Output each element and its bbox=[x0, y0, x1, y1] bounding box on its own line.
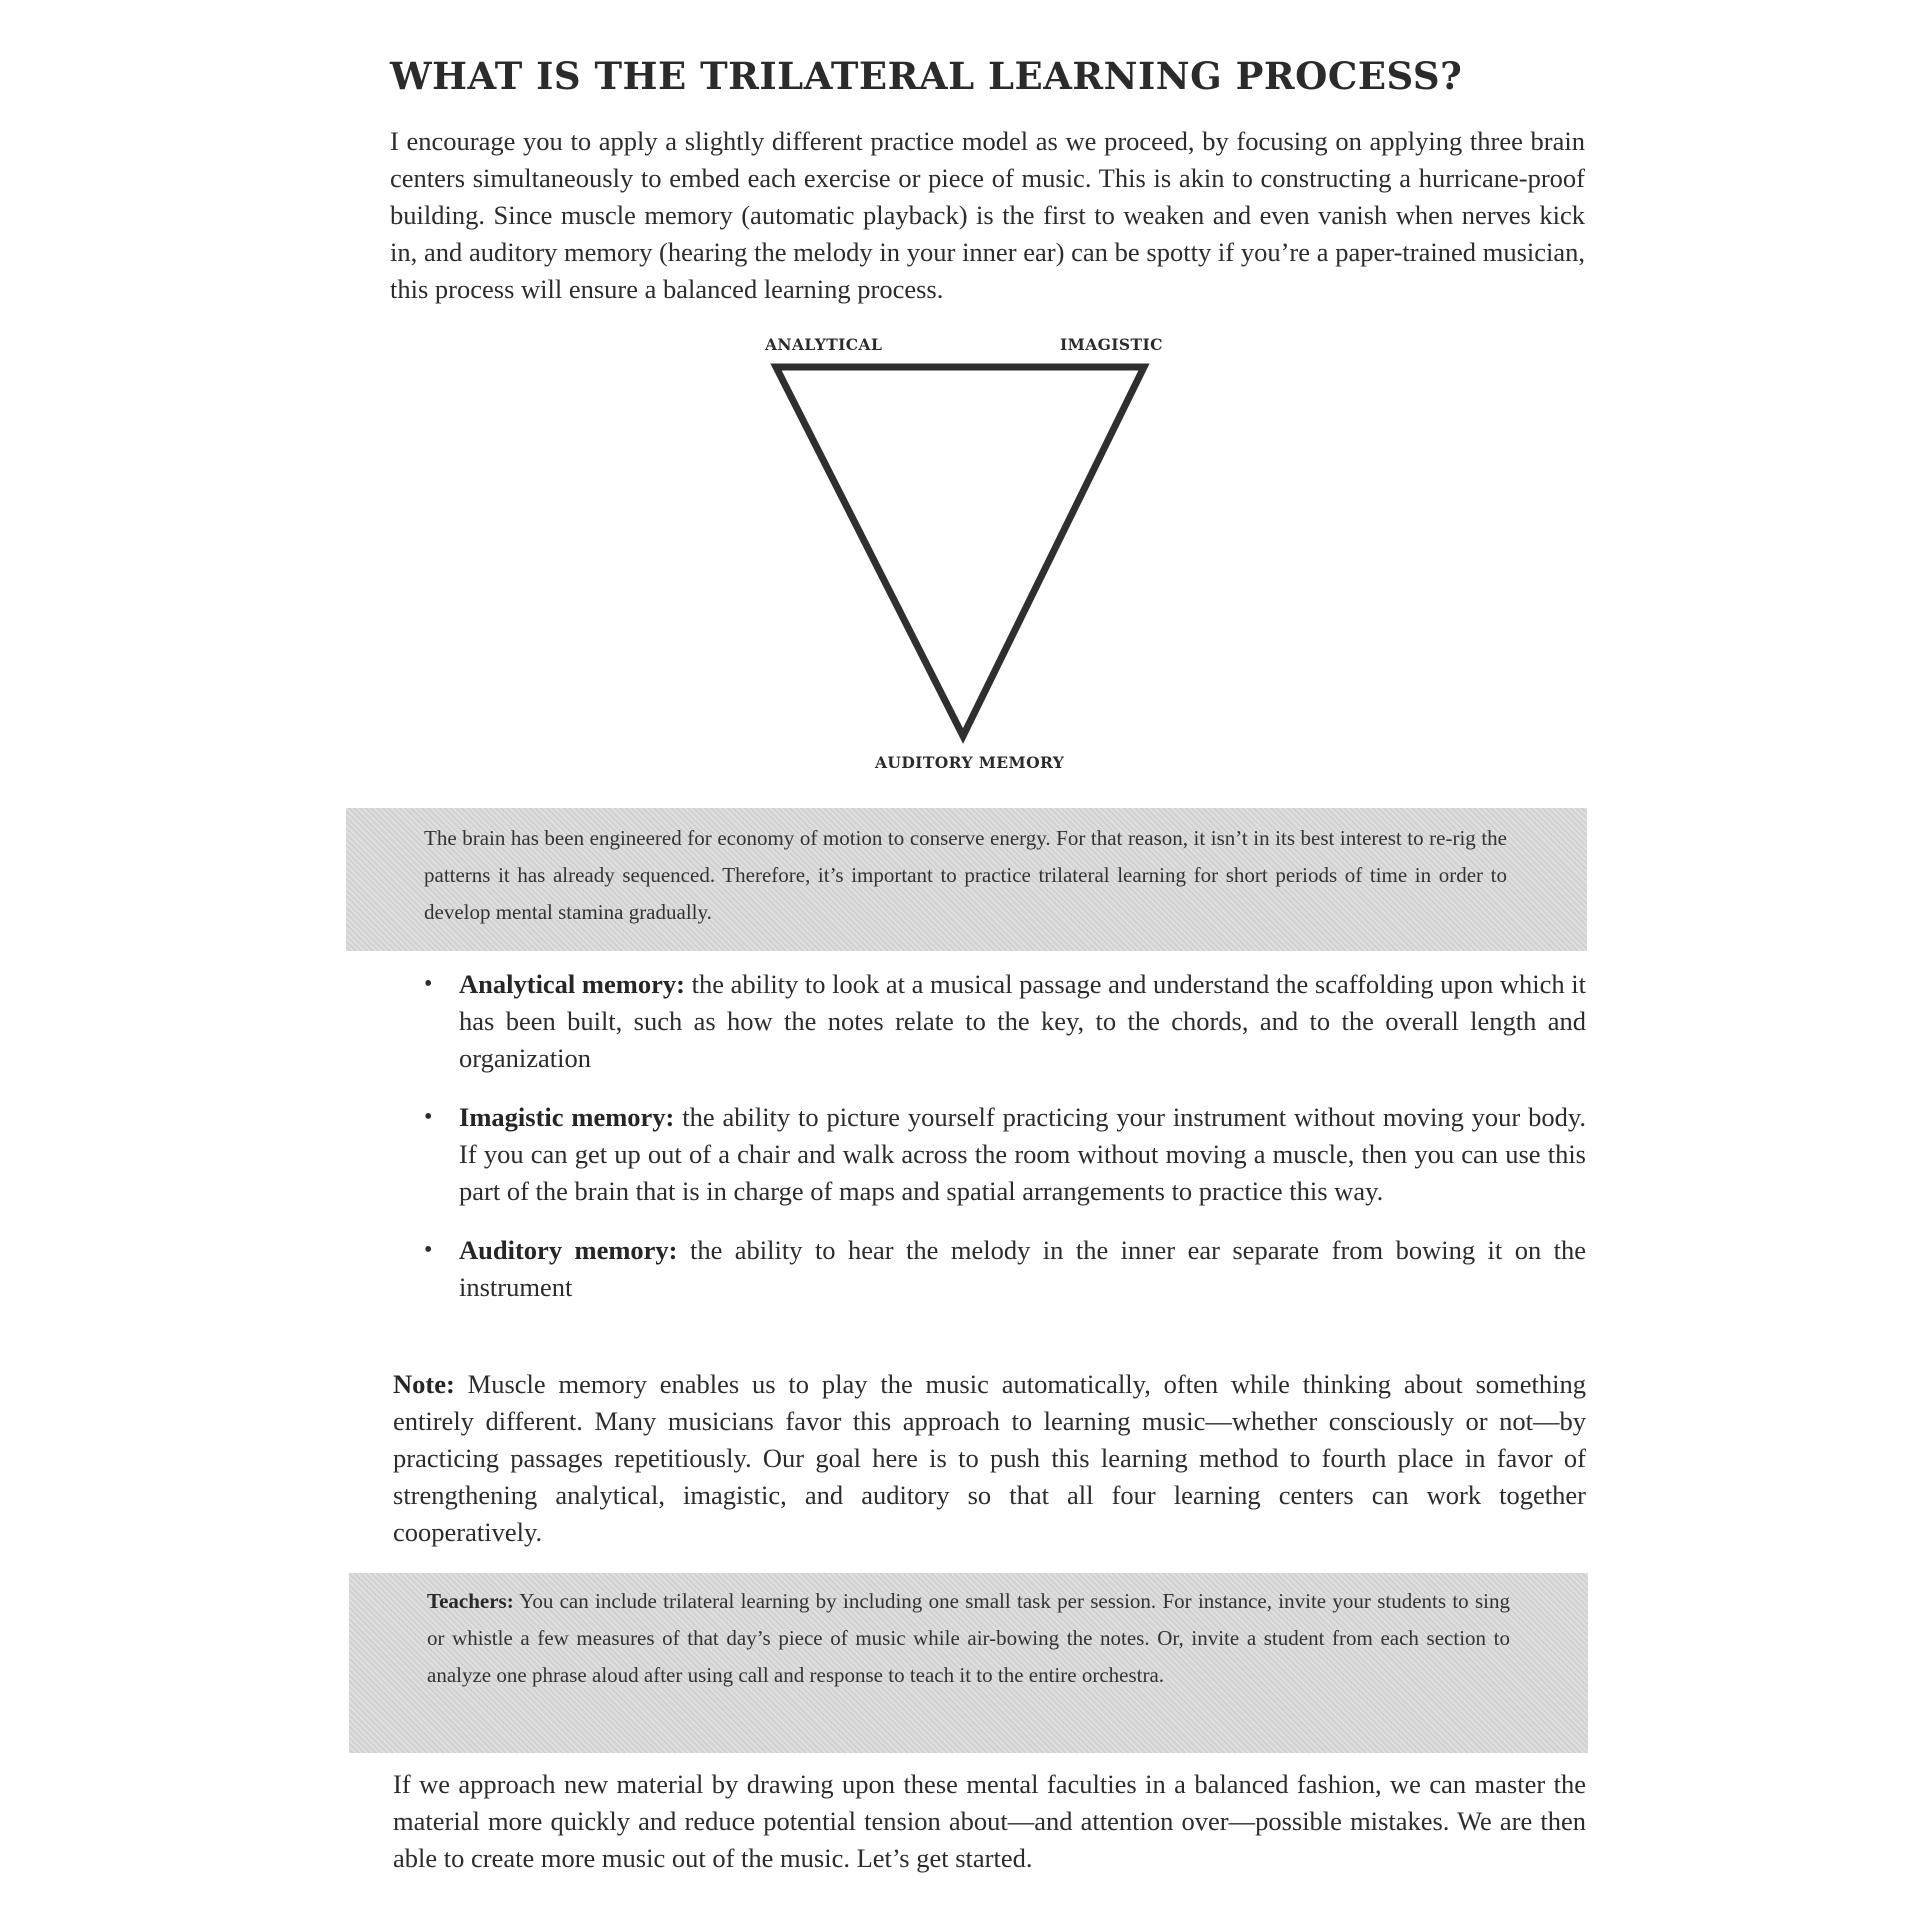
callout-text bbox=[427, 1583, 1510, 1694]
bullet-glyph: • bbox=[424, 1237, 433, 1263]
bullet-glyph: • bbox=[424, 1104, 433, 1130]
bullet-glyph: • bbox=[424, 971, 433, 997]
trilateral-diagram bbox=[740, 320, 1180, 780]
list-item-term: Imagistic memory: bbox=[459, 1102, 675, 1132]
page-title: WHAT IS THE TRILATERAL LEARNING PROCESS? bbox=[390, 54, 1463, 98]
diagram-label-imagistic: IMAGISTIC bbox=[1060, 335, 1163, 354]
diagram-label-analytical: ANALYTICAL bbox=[765, 335, 883, 354]
note-label: Note: bbox=[393, 1369, 455, 1399]
diagram-label-auditory-memory: AUDITORY MEMORY bbox=[875, 753, 1065, 772]
list-item-term: Analytical memory: bbox=[459, 969, 685, 999]
closing-paragraph: If we approach new material by drawing upon these mental faculties in a balanced fashion, we can master the material more quickly and reduce potential tension about—and attention over—possible mistakes. We are then able to create more music out of the music. Let’s get started. bbox=[393, 1769, 1586, 1873]
callout-body: You can include trilateral learning by including one small task per session. For instance, invite your students to sing or whistle a few measures of that day’s piece of music while air-bowing the notes. Or, invite a student from each section to analyze one phrase aloud after using call and response to teach it to the entire orchestra. bbox=[427, 1589, 1510, 1687]
inverted-triangle bbox=[776, 367, 1144, 736]
note-paragraph bbox=[393, 1366, 1586, 1551]
list-item-imagistic bbox=[420, 1099, 1586, 1210]
inverted-triangle-figure bbox=[740, 320, 1180, 780]
note-text: Muscle memory enables us to play the music automatically, often while thinking about something entirely different. Many musicians favor this approach to learning music—whether consciously or not—by practicing passages repetitiously. Our goal here is to push this learning method to fourth place in favor of strengthening analytical, imagistic, and auditory so that all four learning centers can work together cooperatively. bbox=[393, 1369, 1587, 1547]
list-item-term: Auditory memory: bbox=[459, 1235, 678, 1265]
callout-box-energy bbox=[346, 808, 1587, 951]
memory-types-list bbox=[420, 966, 1586, 1328]
list-item-text: the ability to look at a musical passage and understand the scaffolding upon which it has been built, such as how the notes relate to the key, to the chords, and to the overall length and organization bbox=[459, 969, 1587, 1073]
intro-paragraph: I encourage you to apply a slightly different practice model as we proceed, by focusing on applying three brain centers simultaneously to embed each exercise or piece of music. This is akin to constructing a hurricane-proof building. Since muscle memory (automatic playback) is the first to weaken and even vanish when nerves kick in, and auditory memory (hearing the melody in your inner ear) can be spotty if you’re a paper-trained musician, this process will ensure a balanced learning process. bbox=[390, 126, 1585, 304]
callout-text: The brain has been engineered for economy of motion to conserve energy. For that reason, it isn’t in its best interest to re-rig the patterns it has already sequenced. Therefore, it’s important to practice trilateral learning for short periods of time in order to develop mental stamina gradually. bbox=[424, 826, 1507, 924]
callout-box-teachers bbox=[349, 1573, 1588, 1753]
list-item-text: the ability to picture yourself practicing your instrument without moving your body. If you can get up out of a chair and walk across the room without moving a muscle, then you can use this part of the brain that is in charge of maps and spatial arrangements to practice this way. bbox=[459, 1102, 1587, 1206]
callout-label: Teachers: bbox=[427, 1589, 514, 1613]
list-item-analytical bbox=[420, 966, 1586, 1077]
list-item-auditory bbox=[420, 1232, 1586, 1306]
list-item-text: the ability to hear the melody in the inner ear separate from bowing it on the instrument bbox=[459, 1235, 1587, 1302]
